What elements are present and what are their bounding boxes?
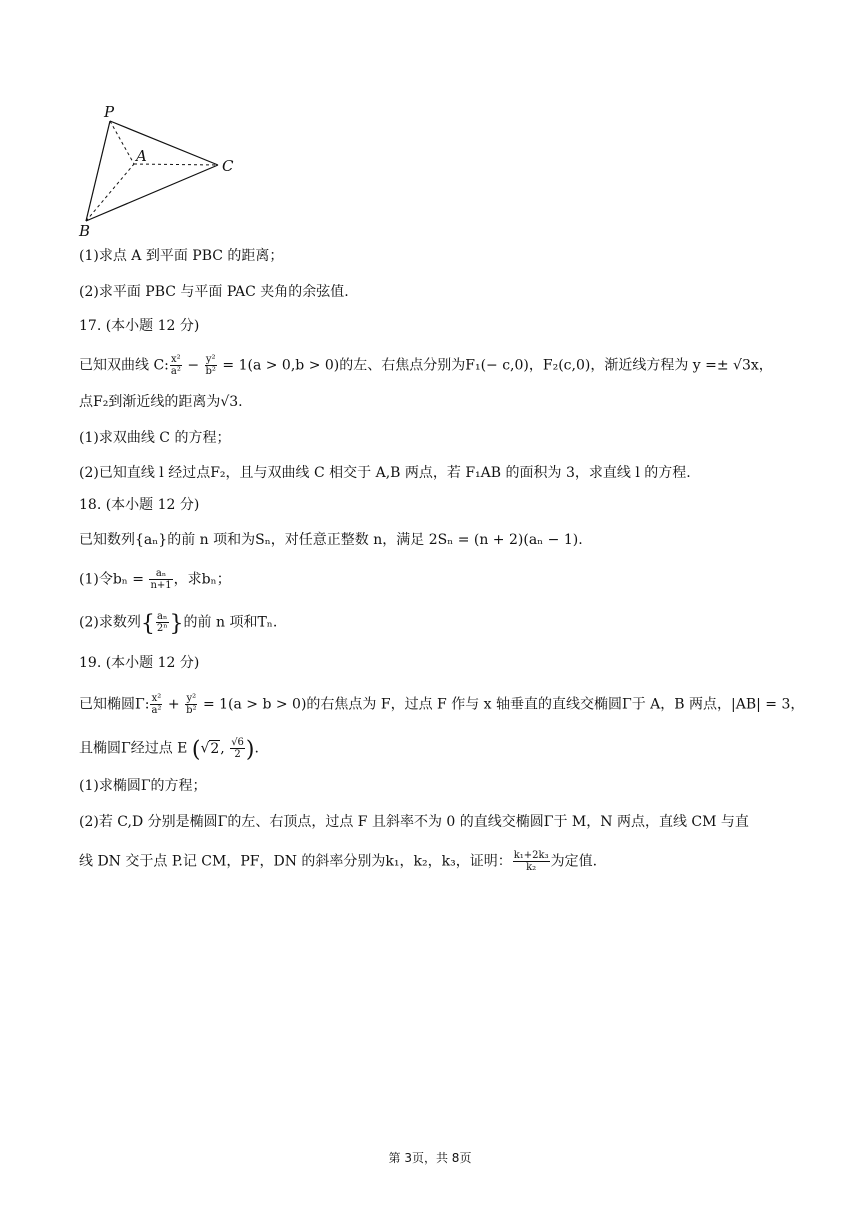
- label-p: P: [104, 103, 115, 121]
- q17-stem-b: = 1(a > 0,b > 0)的左、右焦点分别为F₁(− c,0)，F₂(c,0)，渐近线方程为 y =± √3x，: [222, 357, 773, 374]
- q18-part1: [79, 568, 231, 591]
- label-b: B: [79, 222, 91, 240]
- fraction-k1-2k3-k2: $\frac{\text{k₁+2k₃}}{\text{k₂}}$: [513, 850, 549, 873]
- q17-stem-line1: 已知双曲线 C: $\frac{\text{x²}}{\text{a²}}$ − $\frac{\text{y²}}{\text{b²}}$ = 1(a > 0,b > 0)的左、右焦点分别为F₁(− c,0)，F₂(c,0)，渐近线方程为 y =± √3x，: [79, 354, 773, 377]
- fraction-an-n1: $\frac{\text{aₙ}}{n+1}$: [150, 568, 172, 591]
- edge-pa: [110, 121, 134, 164]
- edge-bc: [86, 165, 218, 221]
- fraction-x2-a2: $\frac{\text{x²}}{\text{a²}}$: [170, 354, 181, 377]
- q19-stem-c: 且椭圆Γ经过点 E: [79, 740, 188, 757]
- q18-part2: (2)求数列{ $\frac{\text{aₙ}}{\text{2ⁿ}}$ }的前 n 项和Tₙ.: [79, 611, 278, 637]
- page-footer: 第 3页，共 8页: [388, 1151, 472, 1165]
- q17-stem-c: 点F₂到渐近线的距离为√3.: [79, 394, 243, 410]
- q18-header: 18. (本小题 12 分): [79, 497, 200, 513]
- tetrahedron-figure: [76, 100, 246, 240]
- q16-part2: (2)求平面 PBC 与平面 PAC 夹角的余弦值.: [79, 284, 349, 300]
- q18-part1-b: ，求bₙ；: [173, 571, 231, 588]
- q19-stem-a: 已知椭圆Γ:: [79, 696, 150, 713]
- edge-pc: [110, 121, 218, 165]
- label-c: C: [222, 157, 234, 175]
- q18-part2-b: 的前 n 项和Tₙ.: [183, 614, 278, 631]
- fraction-an-2n: $\frac{\text{aₙ}}{\text{2ⁿ}}$: [156, 611, 168, 634]
- fraction-x2-a2: $\frac{\text{x²}}{\text{a²}}$: [151, 693, 162, 716]
- q19-part2-line2: [79, 850, 597, 873]
- q19-part2-line2-b: 为定值.: [550, 853, 598, 870]
- fraction-y2-b2: $\frac{\text{y²}}{\text{b²}}$: [205, 354, 216, 377]
- q17-stem-a: 已知双曲线 C:: [79, 357, 169, 374]
- fraction-y2-b2: $\frac{\text{y²}}{\text{b²}}$: [186, 693, 197, 716]
- q18-part2-a: (2)求数列: [79, 614, 141, 631]
- q19-part1: (1)求椭圆Γ的方程；: [79, 778, 207, 794]
- q19-header: 19. (本小题 12 分): [79, 655, 200, 671]
- q17-part1: (1)求双曲线 C 的方程；: [79, 430, 231, 446]
- q17-header: 17. (本小题 12 分): [79, 318, 200, 334]
- fraction-sqrt6-2: $\frac{√6}{2}$: [231, 737, 244, 760]
- label-a: A: [136, 147, 147, 165]
- q16-part1: (1)求点 A 到平面 PBC 的距离；: [79, 248, 284, 264]
- q18-stem: 已知数列{aₙ}的前 n 项和为Sₙ，对任意正整数 n，满足 2Sₙ = (n + 2)(aₙ − 1).: [79, 532, 583, 548]
- q19-stem-line1: 已知椭圆Γ: $\frac{\text{x²}}{\text{a²}}$ + $\frac{\text{y²}}{\text{b²}}$ = 1(a > b > 0)的右焦点为 F，过点 F 作与 x 轴垂直的直线交椭圆Γ于 A，B 两点，|AB| = 3，: [79, 693, 805, 716]
- q19-stem-b: = 1(a > b > 0)的右焦点为 F，过点 F 作与 x 轴垂直的直线交椭圆Γ于 A，B 两点，|AB| = 3，: [202, 696, 805, 713]
- q19-stem-line2: 且椭圆Γ经过点 E (√2, $\frac{√6}{2}$ ).: [79, 737, 259, 763]
- q18-part1-a: (1)令bₙ =: [79, 571, 145, 588]
- q19-part2-line1: (2)若 C,D 分别是椭圆Γ的左、右顶点，过点 F 且斜率不为 0 的直线交椭圆Γ于 M，N 两点，直线 CM 与直: [79, 814, 749, 830]
- q19-part2-line2-a: 线 DN 交于点 P.记 CM，PF，DN 的斜率分别为k₁，k₂，k₃，证明：: [79, 853, 512, 870]
- q17-part2: (2)已知直线 l 经过点F₂，且与双曲线 C 相交于 A,B 两点，若 F₁AB 的面积为 3，求直线 l 的方程.: [79, 465, 691, 481]
